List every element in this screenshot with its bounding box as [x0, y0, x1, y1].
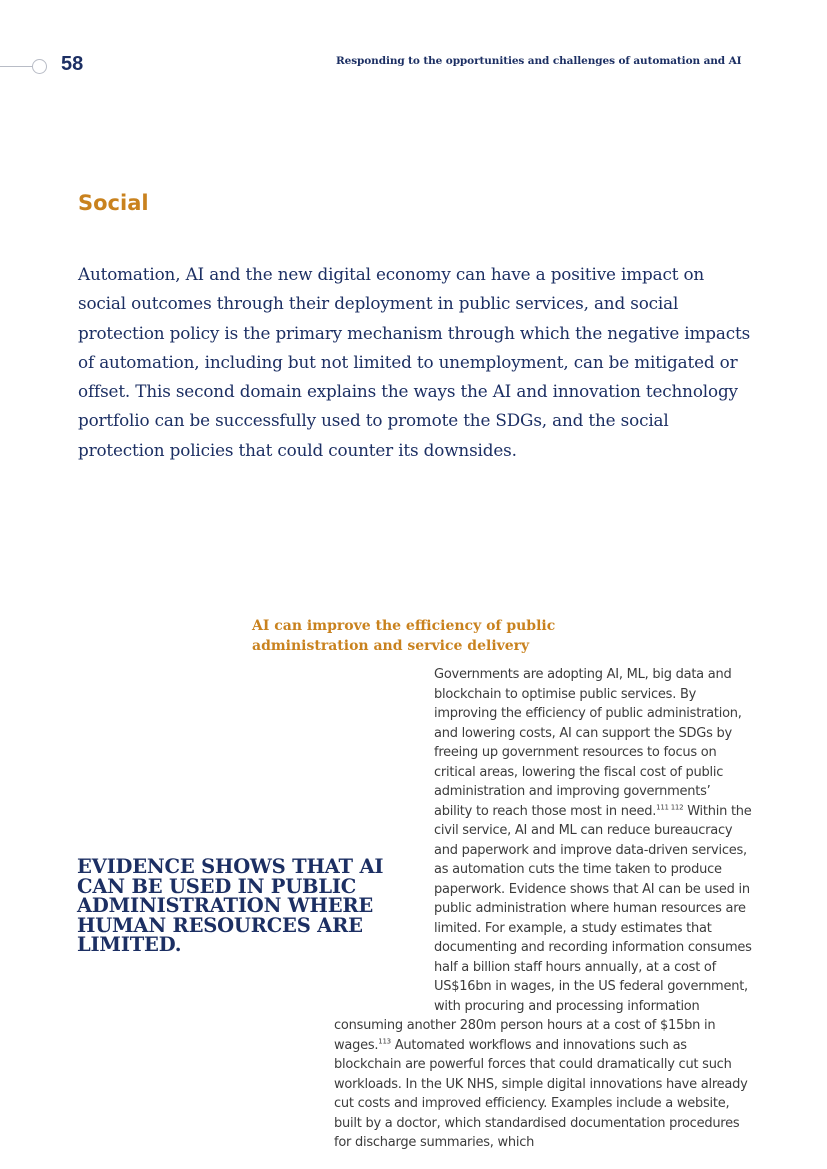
section-intro-paragraph: Automation, AI and the new digital economy can have a positive impact on social outcomes through their deployment in public services, and social protection policy is the primary mechanism through which the negative impacts of automation, including but not limited to unemployment, can be mitigated or offset. This second domain explains the ways the AI and innovation technology portfolio can be successfully used to promote the SDGs, and the social protection policies that could counter its downsides. [78, 264, 751, 460]
header-rule [0, 66, 34, 67]
body-text-part-1: Governments are adopting AI, ML, big data and blockchain to optimise public services. By improving the efficiency of public administration, and lowering costs, AI can support the SDGs by freeing up government resources to focus on critical areas, lowering the fiscal cost of public administration and improving governments’ ability to reach those most in need. [434, 667, 742, 819]
page-number: 58 [61, 53, 84, 75]
subsection-heading: AI can improve the efficiency of public administration and service delivery [252, 618, 556, 654]
header-circle-ornament [32, 59, 47, 74]
body-text-part-3: Automated workflows and innovations such as blockchain are powerful forces that could dramatically cut such workloads. In the UK NHS, simple digital innovations have already cut costs and improved efficiency. Examples include a website, built by a doctor, which standardised documentation procedures for discharge summaries, which [334, 1037, 748, 1150]
footnote-ref-111-112[interactable]: 111 112 [656, 803, 684, 812]
running-header-title: Responding to the opportunities and challenges of automation and AI [336, 55, 742, 67]
pull-quote: EVIDENCE SHOWS THAT AI CAN BE USED IN PUBLIC ADMINISTRATION WHERE HUMAN RESOURCES ARE LIMITED. [77, 855, 384, 956]
body-text-part-2: Within the civil service, AI and ML can reduce bureaucracy and paperwork and improve data-driven services, as automation cuts the time taken to produce paperwork. Evidence shows that AI can be used in public administration where human resources are limited. For example, a study estimates that documenting and recording information consumes half a billion staff hours annually, at a cost of US$16bn in wages, in the US federal government, with procuring and processing information consuming another 280m person hours at a cost of $15bn in wages. [334, 803, 752, 1053]
footnote-ref-113[interactable]: 113 [378, 1037, 391, 1046]
section-title: Social [78, 191, 149, 215]
